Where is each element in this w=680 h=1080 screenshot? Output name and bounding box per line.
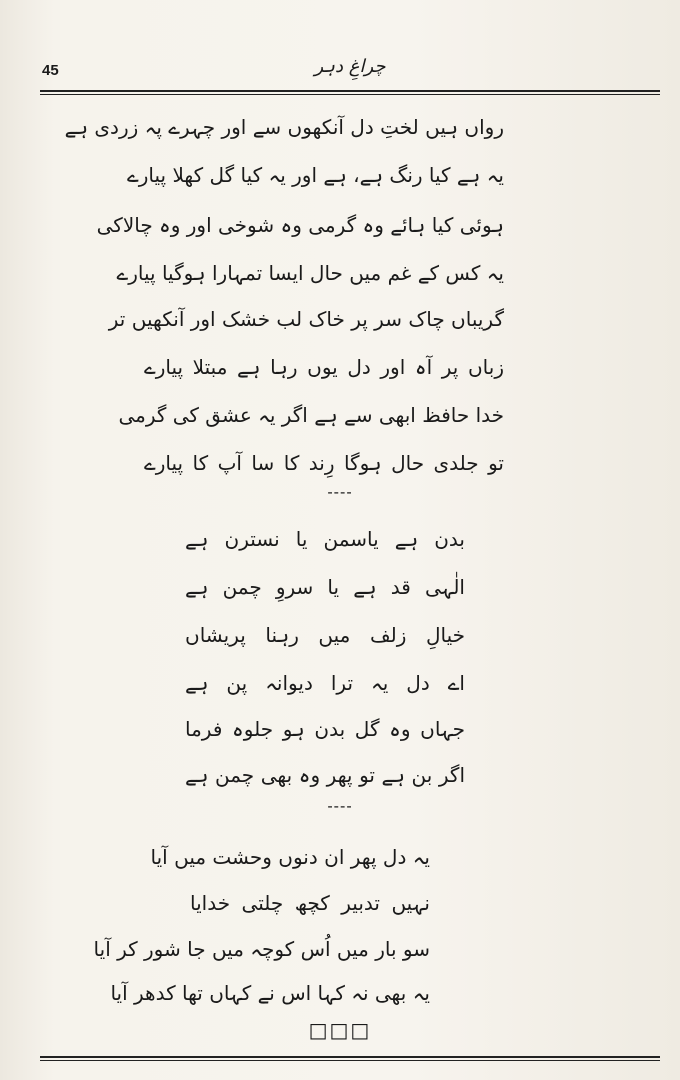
footer-rule [40, 1056, 660, 1061]
poem-line: اگر بن ہے تو پھر وہ بھی چمن ہے [185, 763, 465, 787]
poem-line: بدن ہے یاسمن یا نسترن ہے [185, 527, 465, 551]
poem-line: خدا حافظ ابھی سے ہے اگر یہ عشق کی گرمی [118, 403, 504, 427]
poem-line: تو جلدی حال ہوگا رِند کا سا آپ کا پیارے [144, 451, 504, 475]
poem-line: اے دل یہ ترا دیوانہ پن ہے [185, 671, 465, 695]
poem-line: یہ بھی نہ کہا اس نے کہاں تھا کدھر آیا [110, 981, 430, 1005]
section-separator: ---- [327, 798, 353, 815]
poem-line: الٰہی قد ہے یا سروِ چمن ہے [185, 575, 465, 599]
poem-line: نہیں تدبیر کچھ چلتی خدایا [190, 891, 430, 915]
poem-line: گریباں چاک سر پر خاک لب خشک اور آنکھیں تر [108, 307, 504, 331]
poem-line: یہ دل پھر ان دنوں وحشت میں آیا [150, 845, 430, 869]
poem-line: ہوئی کیا ہائے وہ گرمی وہ شوخی اور وہ چالاکی [96, 213, 504, 237]
poem-line: سو بار میں اُس کوچہ میں جا شور کر آیا [93, 937, 430, 961]
poem-line: زباں پر آہ اور دل یوں رہا ہے مبتلا پیارے [144, 355, 504, 379]
section-separator: ---- [327, 484, 353, 501]
running-title: چراغِ دہر [314, 56, 386, 77]
page-number: 45 [42, 62, 59, 79]
poem-line: یہ ہے کیا رنگ ہے، ہے اور یہ کیا گل کھلا پیارے [127, 163, 504, 187]
header-rule [40, 90, 660, 95]
poem-line: یہ کس کے غم میں حال ایسا تمہارا ہوگیا پیارے [116, 261, 504, 285]
poem-line: جہاں وہ گل بدن ہو جلوہ فرما [185, 717, 465, 741]
end-ornament: □□□ [308, 1018, 372, 1042]
poem-line: خیالِ زلف میں رہنا پریشاں [185, 623, 465, 647]
poem-line: رواں ہیں لختِ دل آنکھوں سے اور چہرے پہ زردی ہے [64, 115, 504, 139]
